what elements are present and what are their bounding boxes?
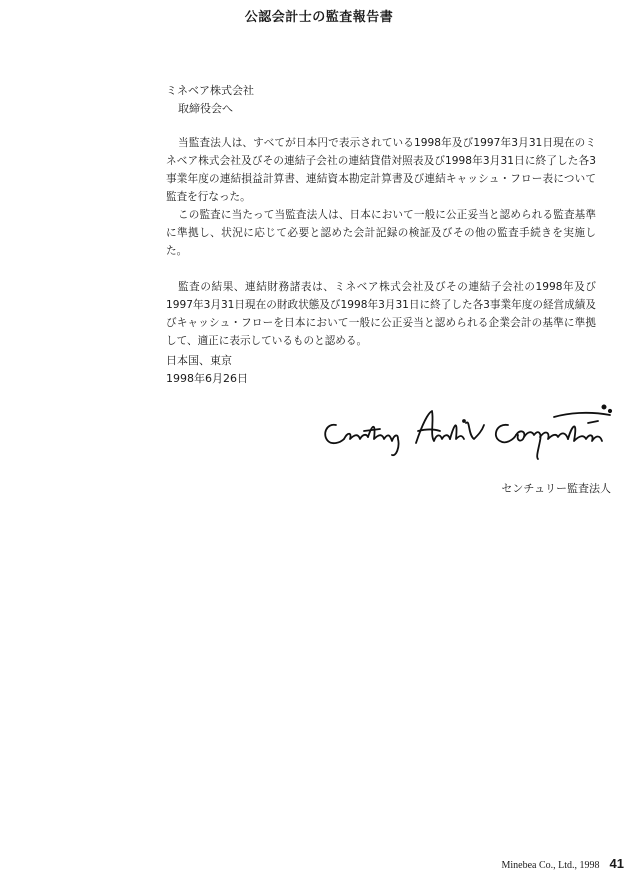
place: 日本国、東京 — [166, 354, 232, 367]
paragraph-opinion: 監査の結果、連結財務諸表は、ミネベア株式会社及びその連結子会社の1998年及び1997年3月31日現在の財政状態及び1998年3月31日に終了した各3事業年度の経営成績及びキャッシュ・フローを日本において一般に公正妥当と認められる企業会計の基準に準拠して、適正に表示しているものと認める。 — [166, 281, 596, 347]
signature-image — [318, 395, 618, 465]
addressee-block — [166, 82, 254, 118]
report-body — [166, 134, 596, 350]
audit-firm-name: センチュリー監査法人 — [501, 482, 611, 495]
paragraph-scope: 当監査法人は、すべてが日本円で表示されている1998年及び1997年3月31日現在のミネベア株式会社及びその連結子会社の連結貸借対照表及び1998年3月31日に終了した各3事業年度の連結損益計算書、連結資本勘定計算書及び連結キャッシュ・フロー表について監査を行なった。 — [166, 137, 596, 203]
addressee-company: ミネベア株式会社 — [166, 84, 254, 97]
paragraph-procedures: この監査に当たって当監査法人は、日本において一般に公正妥当と認められる監査基準に準拠し、状況に応じて必要と認めた会計記録の検証及びその他の監査手続きを実施した。 — [166, 209, 596, 257]
page-title: 公認会計士の監査報告書 — [244, 10, 394, 25]
page-footer — [501, 856, 624, 871]
addressee-recipient: 取締役会へ — [178, 102, 233, 115]
publication-name: Minebea Co., Ltd., 1998 — [501, 860, 600, 871]
page-number: 41 — [609, 856, 624, 871]
place-date-block — [166, 352, 248, 388]
date: 1998年6月26日 — [166, 372, 248, 385]
